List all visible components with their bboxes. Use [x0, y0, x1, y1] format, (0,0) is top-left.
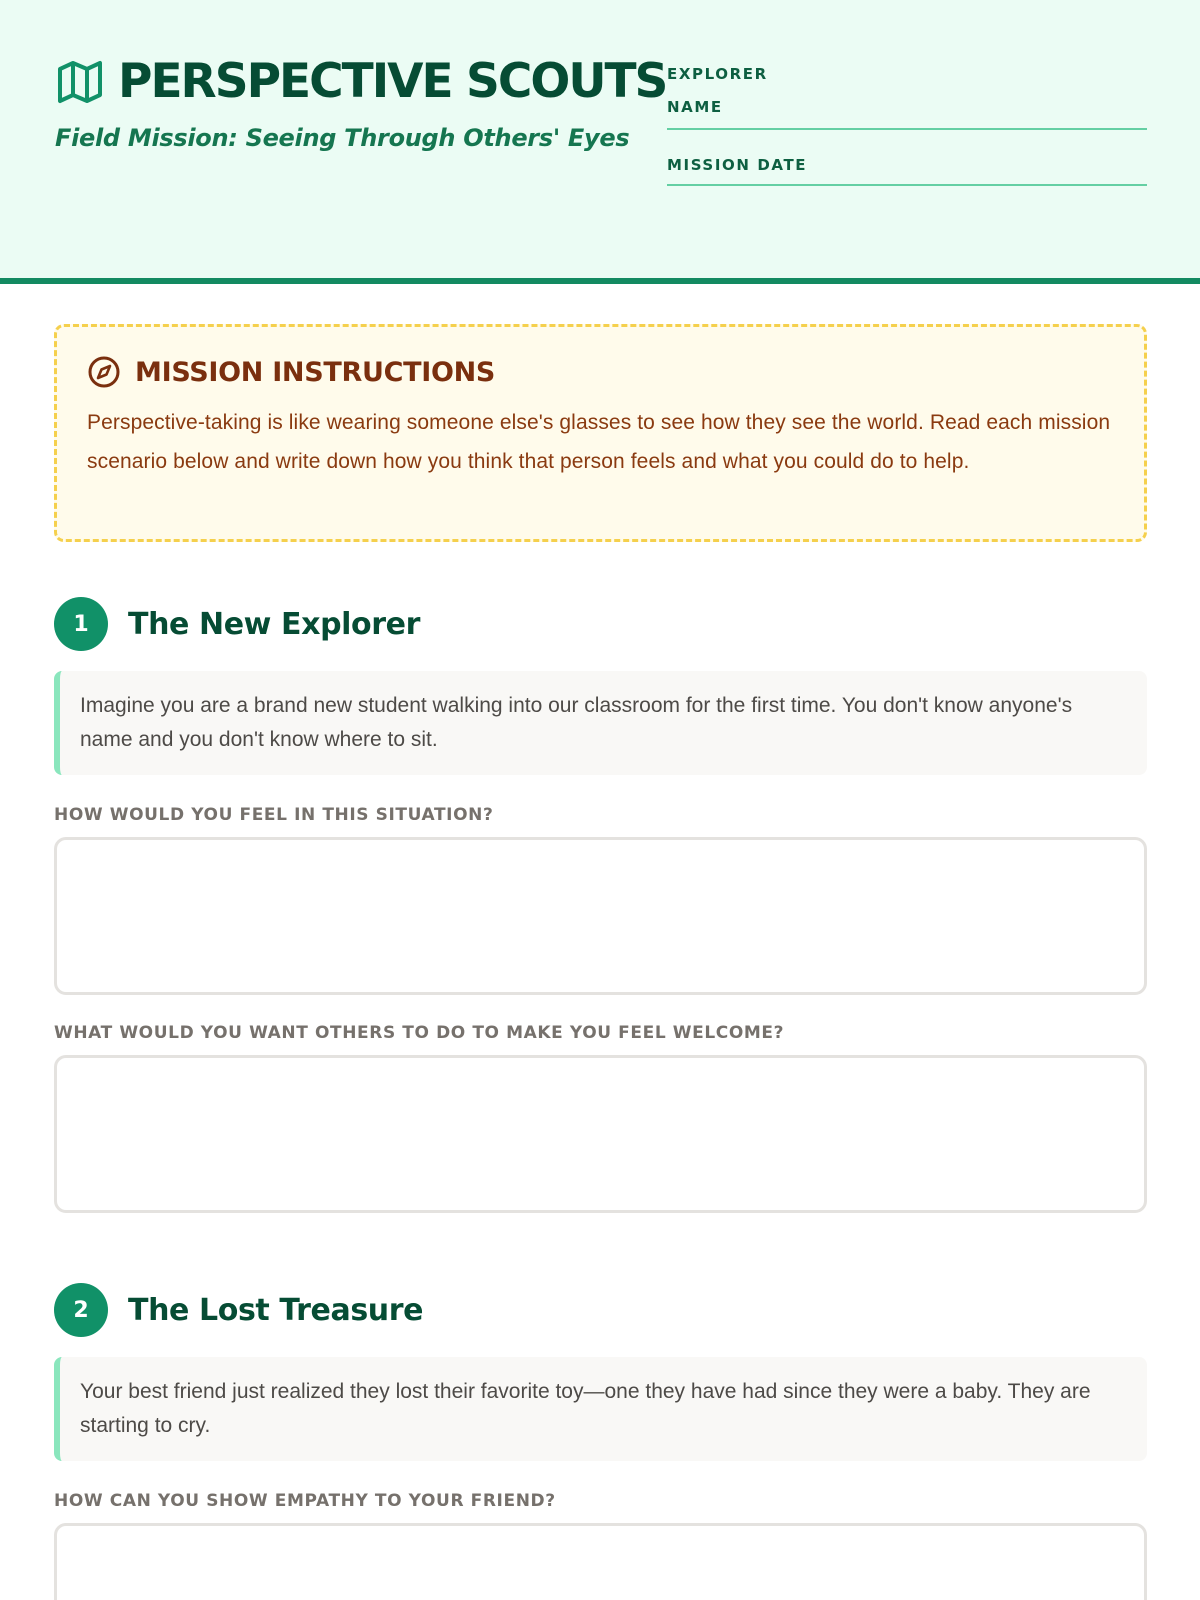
mission-number-badge: 1: [54, 597, 108, 651]
page-subtitle: Field Mission: Seeing Through Others' Eyes: [55, 124, 630, 152]
mission-title: The Lost Treasure: [128, 1292, 424, 1328]
question-label: WHAT WOULD YOU WANT OTHERS TO DO TO MAKE YOU FEEL WELCOME?: [54, 1023, 785, 1043]
answer-box[interactable]: [54, 1523, 1147, 1600]
mission-header: [54, 1283, 1147, 1337]
explorer-name-label: EXPLORER NAME: [667, 65, 768, 116]
question-label: HOW CAN YOU SHOW EMPATHY TO YOUR FRIEND?: [54, 1491, 556, 1511]
answer-box[interactable]: [54, 837, 1147, 995]
page-title: PERSPECTIVE SCOUTS: [118, 54, 667, 109]
mission-number-badge: 2: [54, 1283, 108, 1337]
instructions-text: Perspective-taking is like wearing someone else's glasses to see how they see the world. Read each mission scenario below and write down how you think that person feels and what you could do to help.: [87, 411, 1111, 473]
compass-icon: [87, 355, 121, 389]
worksheet-header: [0, 0, 1200, 284]
scenario-text: Your best friend just realized they lost their favorite toy—one they have had since they were a baby. They are starting to cry.: [54, 1357, 1147, 1461]
mission-date-field[interactable]: [667, 146, 1147, 184]
map-icon: [56, 58, 104, 106]
mission-title: The New Explorer: [128, 606, 420, 642]
mission-1: [54, 597, 1147, 1213]
brand: [56, 56, 666, 108]
student-fields: [667, 58, 1147, 186]
instructions-box: [54, 324, 1147, 542]
explorer-name-field[interactable]: [667, 58, 1147, 128]
instructions-header: [87, 355, 1114, 389]
mission-date-label: MISSION DATE: [667, 156, 808, 174]
explorer-name-line: [667, 128, 1147, 130]
mission-header: [54, 597, 1147, 651]
instructions-title: MISSION INSTRUCTIONS: [135, 356, 496, 388]
mission-date-line: [667, 184, 1147, 186]
scenario-text: Imagine you are a brand new student walking into our classroom for the first time. You don't know anyone's name and you don't know where to sit.: [54, 671, 1147, 775]
mission-2: [54, 1283, 1147, 1600]
answer-box[interactable]: [54, 1055, 1147, 1213]
question-label: HOW WOULD YOU FEEL IN THIS SITUATION?: [54, 805, 494, 825]
